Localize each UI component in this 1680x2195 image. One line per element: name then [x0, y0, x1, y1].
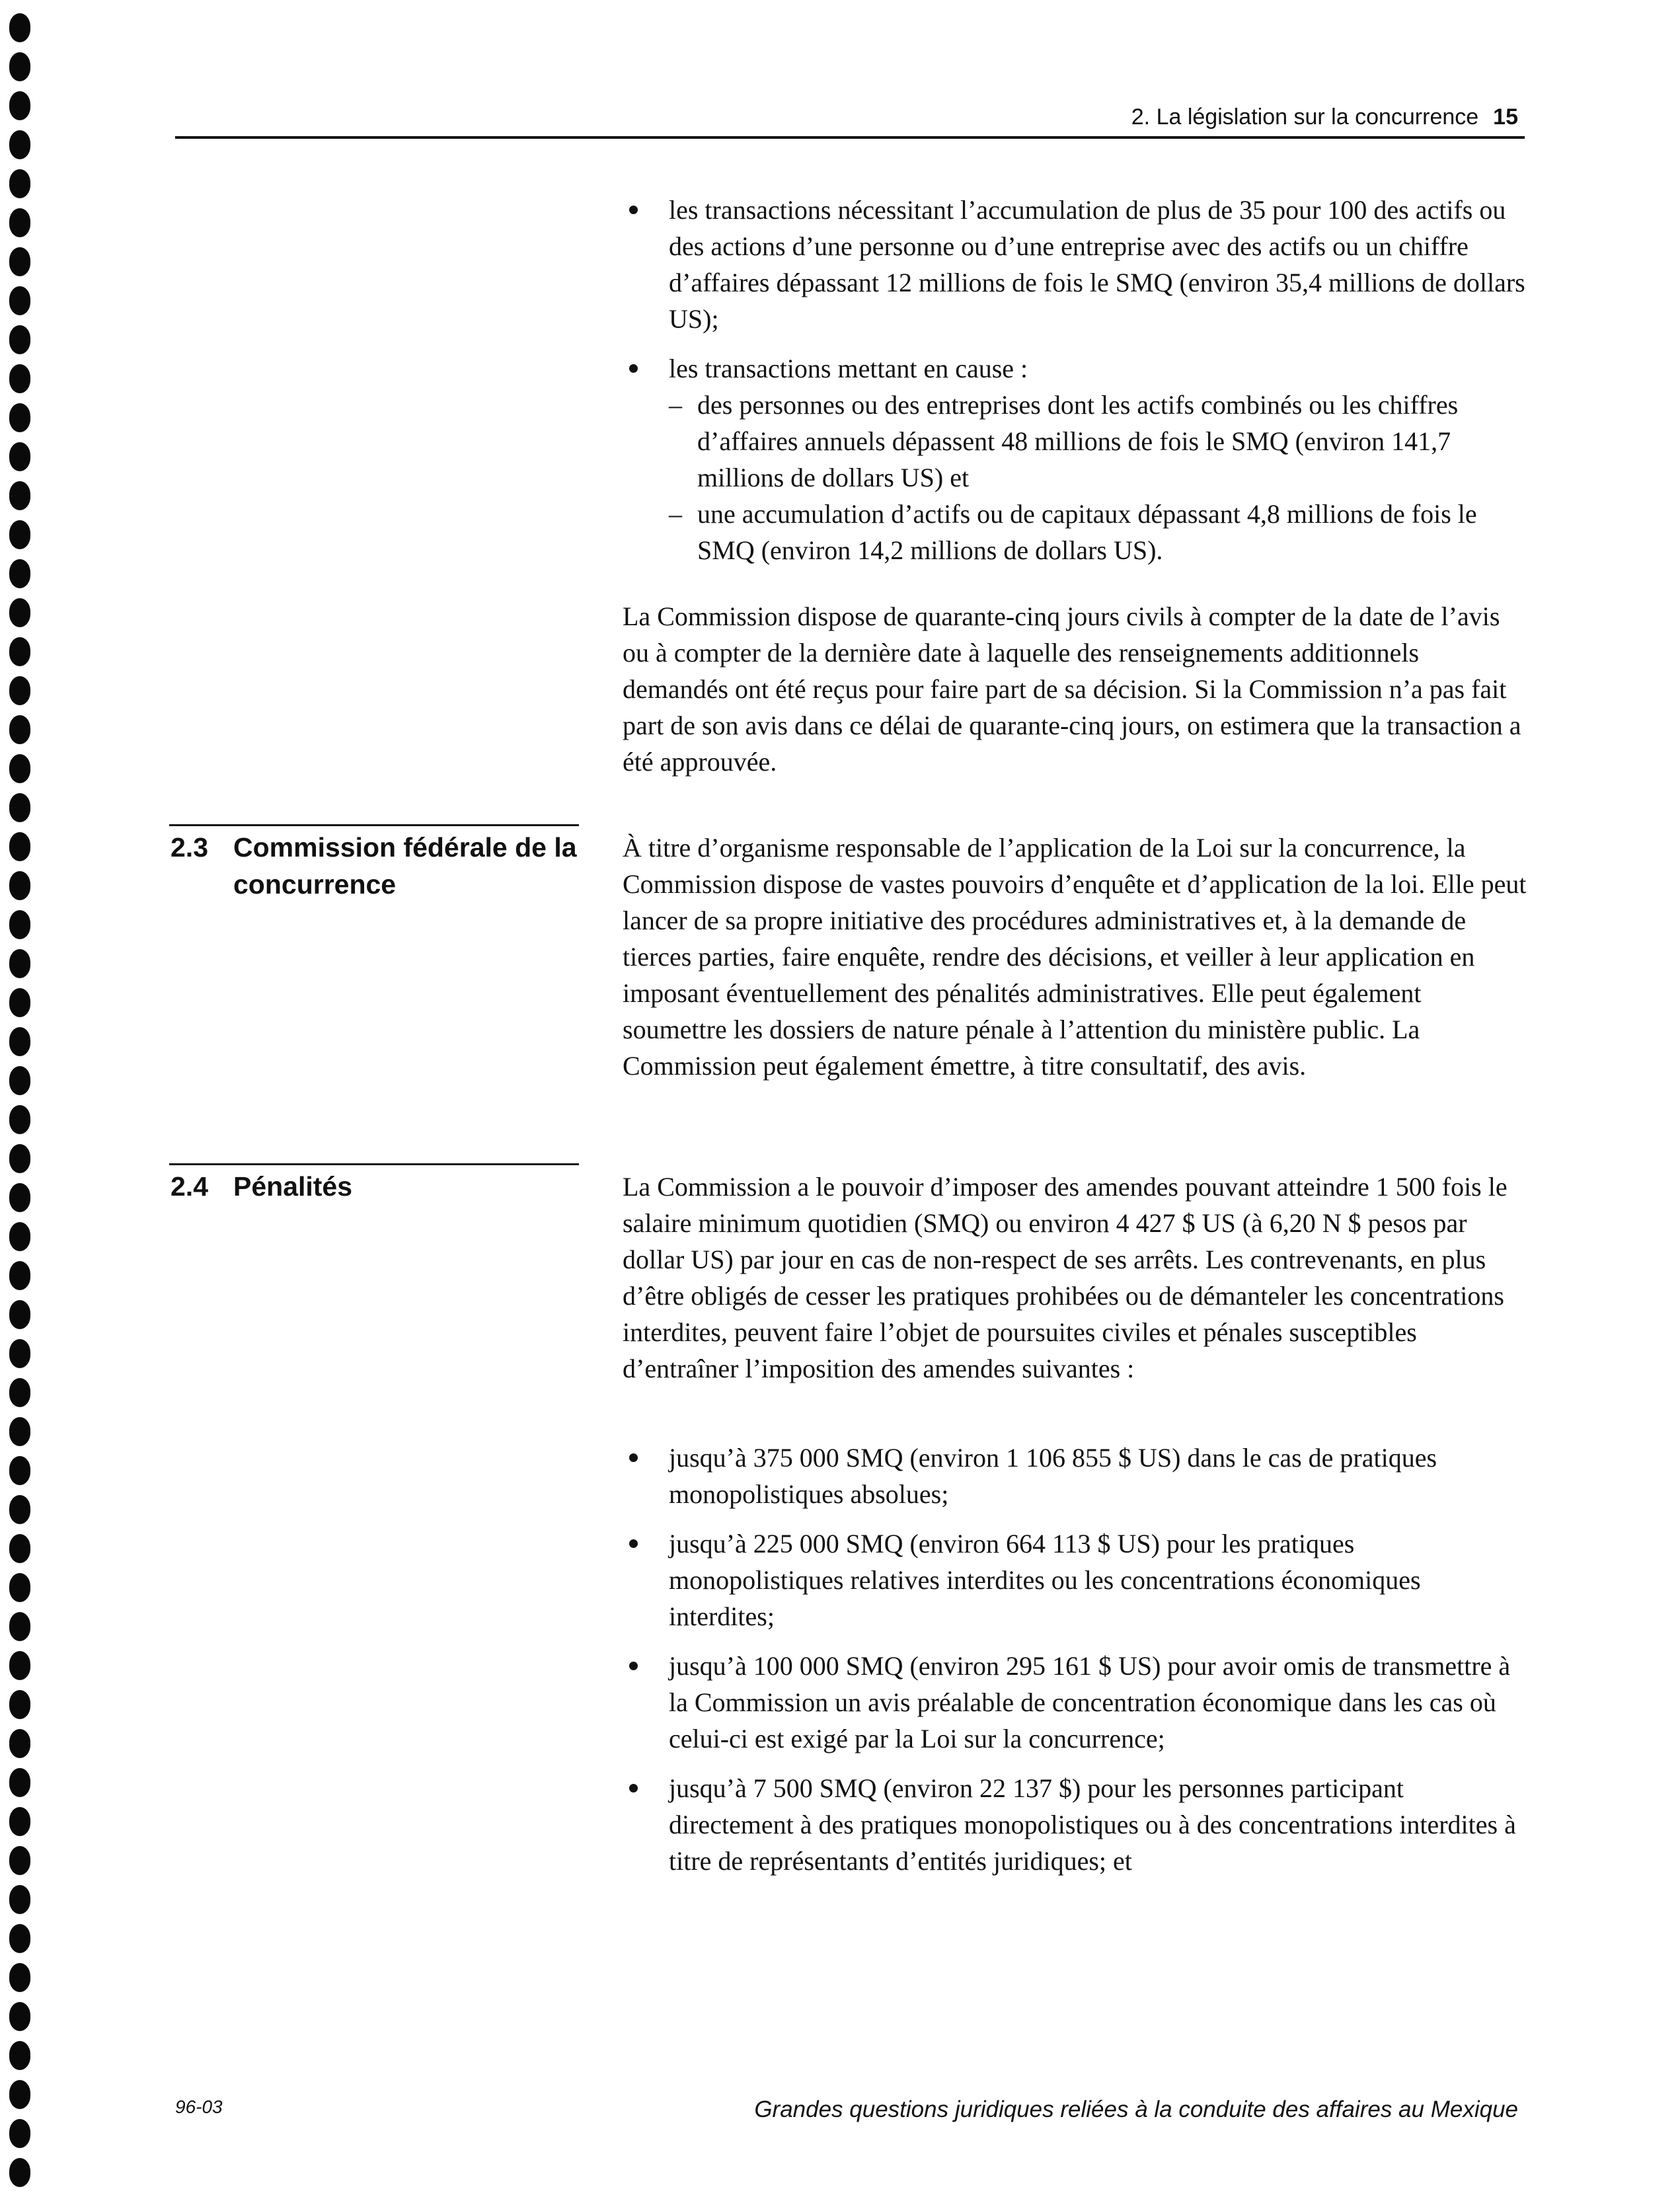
binding-hole — [9, 1807, 30, 1836]
section-title: Commission fédérale de la concurrence — [233, 832, 577, 900]
sub-list-item: – des personnes ou des entreprises dont les actifs combinés ou les chiffres d’affaires annuels dépassent 48 millions de fois le SMQ (environ 141,7 millions de dollars US) et — [669, 387, 1528, 496]
binding-hole — [9, 364, 30, 393]
binding-hole — [9, 2158, 30, 2187]
binding-hole — [9, 1456, 30, 1485]
binding-hole — [9, 1729, 30, 1758]
binding-hole — [9, 793, 30, 822]
page-number: 15 — [1493, 104, 1518, 130]
binding-hole — [9, 247, 30, 276]
binding-hole — [9, 1300, 30, 1329]
binding-hole — [9, 1027, 30, 1056]
binding-hole — [9, 481, 30, 510]
binding-hole — [9, 715, 30, 744]
binding-hole — [9, 559, 30, 588]
binding-hole — [9, 1222, 30, 1251]
list-item: jusqu’à 225 000 SMQ (environ 664 113 $ US) pour les pratiques monopolistiques relatives interdites ou les concentrations économiques interdites; — [623, 1525, 1528, 1635]
binding-hole — [9, 676, 30, 705]
sub-list-item: – une accumulation d’actifs ou de capitaux dépassant 4,8 millions de fois le SMQ (environ 14,2 millions de dollars US). — [669, 496, 1528, 568]
binding-hole — [9, 637, 30, 666]
bullet-text: les transactions mettant en cause : — [669, 354, 1028, 383]
binding-hole — [9, 1768, 30, 1797]
penalties-bullet-list — [623, 1440, 1528, 1892]
binding-hole — [9, 91, 30, 120]
list-item: jusqu’à 100 000 SMQ (environ 295 161 $ US) pour avoir omis de transmettre à la Commission un avis préalable de concentration économique dans les cas où celui-ci est exigé par la Loi sur la concurrence; — [623, 1648, 1528, 1757]
binding-hole — [9, 2080, 30, 2109]
binding-hole — [9, 1690, 30, 1719]
list-item — [623, 192, 1528, 337]
binding-hole — [9, 988, 30, 1017]
section-2-3-body: À titre d’organisme responsable de l’application de la Loi sur la concurrence, la Commission dispose de vastes pouvoirs d’enquête et d’application de la loi. Elle peut lancer de sa propre initiative des procédures administratives et, à la demande de tierces parties, faire enquête, rendre des décisions, et veiller à leur application en imposant éventuellement des pénalités administratives. Elle peut également soumettre les dossiers de nature pénale à l’attention du ministère public. La Commission peut également émettre, à titre consultatif, des avis. — [623, 833, 1527, 1081]
binding-hole — [9, 871, 30, 900]
binding-hole — [9, 52, 30, 81]
binding-hole — [9, 2119, 30, 2148]
binding-hole — [9, 1417, 30, 1446]
binding-hole — [9, 832, 30, 861]
binding-hole — [9, 1378, 30, 1407]
section-2-4-body: La Commission a le pouvoir d’imposer des amendes pouvant atteindre 1 500 fois le salaire minimum quotidien (SMQ) ou environ 4 427 $ US (à 6,20 N $ pesos par dollar US) par jour en cas de non-respect de ses arrêts. Les contrevenants, en plus d’être obligés de cesser les pratiques prohibées ou de démanteler les concentrations interdites, peuvent faire l’objet de poursuites civiles et pénales susceptibles d’entraîner l’imposition des amendes suivantes : — [623, 1172, 1508, 1383]
binding-hole — [9, 286, 30, 315]
section-heading-2-3 — [171, 829, 593, 903]
binding-hole — [9, 1846, 30, 1875]
footer-code: 96-03 — [175, 2097, 223, 2117]
binding-hole — [9, 2002, 30, 2031]
list-item: jusqu’à 375 000 SMQ (environ 1 106 855 $ US) dans le cas de pratiques monopolistiques absolues; — [623, 1440, 1528, 1512]
list-item — [623, 350, 1528, 568]
binding-hole — [9, 598, 30, 627]
footer-publication-title: Grandes questions juridiques reliées à la conduite des affaires au Mexique — [754, 2097, 1518, 2122]
binding-hole — [9, 1144, 30, 1173]
top-bullet-list — [623, 192, 1528, 582]
binding-hole — [9, 1495, 30, 1524]
section-number: 2.3 — [171, 832, 208, 863]
binding-hole — [9, 1924, 30, 1953]
binding-hole — [9, 1339, 30, 1368]
commission-delay-paragraph: La Commission dispose de quarante-cinq jours civils à compter de la date de l’avis ou à compter de la dernière date à laquelle des renseignements additionnels demandés ont été reçus pour faire part de sa décision. Si la Commission n’a pas fait part de son avis dans ce délai de quarante-cinq jours, on estimera que la transaction a été approuvée. — [623, 601, 1521, 777]
section-number: 2.4 — [171, 1171, 208, 1202]
binding-hole — [9, 1105, 30, 1134]
binding-hole — [9, 754, 30, 783]
section-rule — [169, 824, 579, 826]
binding-hole — [9, 1261, 30, 1290]
binding-hole — [9, 1612, 30, 1641]
sub-list — [669, 387, 1528, 568]
binding-hole — [9, 949, 30, 978]
binding-hole — [9, 1963, 30, 1992]
binding-hole — [9, 1066, 30, 1095]
bullet-text: les transactions nécessitant l’accumulation de plus de 35 pour 100 des actifs ou des actions d’une personne ou d’une entreprise avec des actifs ou un chiffre d’affaires dépassant 12 millions de fois le SMQ (environ 35,4 millions de dollars US); — [669, 195, 1525, 334]
header-text — [1131, 104, 1518, 130]
binding-hole — [9, 1651, 30, 1680]
section-title: Pénalités — [233, 1171, 353, 1202]
binding-hole — [9, 130, 30, 159]
binding-hole — [9, 442, 30, 471]
binding-holes — [9, 13, 32, 2188]
binding-hole — [9, 1183, 30, 1212]
chapter-title: 2. La législation sur la concurrence — [1131, 104, 1479, 130]
binding-hole — [9, 403, 30, 432]
list-item: jusqu’à 7 500 SMQ (environ 22 137 $) pour les personnes participant directement à des pratiques monopolistiques ou à des concentrations interdites à titre de représentants d’entités juridiques; et — [623, 1770, 1528, 1879]
binding-hole — [9, 1534, 30, 1563]
binding-hole — [9, 1573, 30, 1602]
binding-hole — [9, 2041, 30, 2070]
binding-hole — [9, 208, 30, 237]
binding-hole — [9, 169, 30, 198]
section-rule — [169, 1163, 579, 1165]
binding-hole — [9, 13, 30, 42]
binding-hole — [9, 520, 30, 549]
running-header — [175, 104, 1525, 139]
section-heading-2-4 — [171, 1168, 593, 1205]
binding-hole — [9, 325, 30, 354]
binding-hole — [9, 910, 30, 939]
binding-hole — [9, 1885, 30, 1914]
